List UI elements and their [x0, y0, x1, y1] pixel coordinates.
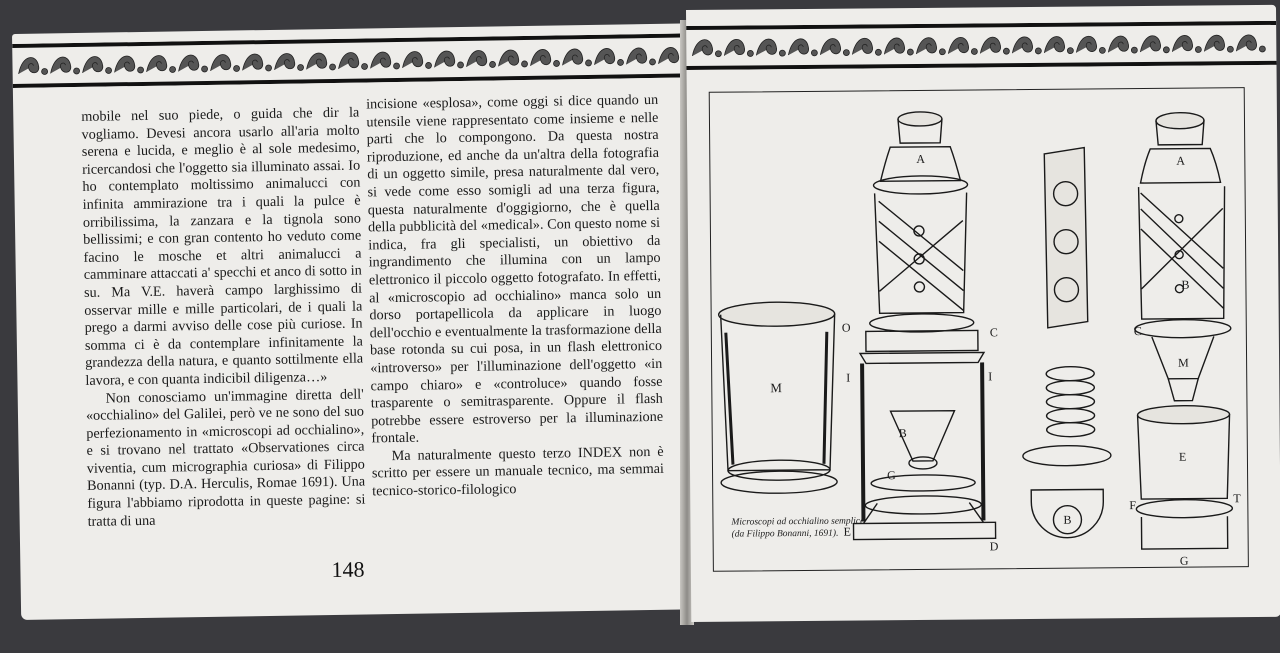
label-i: I	[988, 369, 993, 384]
jar-m	[719, 302, 838, 494]
ornament-dot	[521, 61, 527, 67]
label-c: C	[989, 325, 998, 340]
left-page	[12, 23, 697, 620]
label-i: I	[846, 370, 851, 385]
lens-plate	[1044, 148, 1088, 328]
ornament-dot	[1035, 48, 1041, 54]
label-o: O	[841, 320, 851, 335]
caption-line: Microscopi ad occhialino semplice	[731, 516, 865, 528]
ornament-dot	[811, 50, 817, 56]
ornament-dot	[74, 68, 80, 74]
ornament-dot	[298, 64, 304, 70]
paragraph: mobile nel suo piede, o guida che dir la vogliamo. Devesi ancora usarlo all'aria molto serena e lucida, e meglio è al sole medesimo, ricercandosi che l'oggetto sia illuminato assai. Io ho contemplato moltissimo animalucci con infinita ammirazione tra i quali la pulce è orribilissima, la zanzara e la tignola sono bellissimi; e con gran contento ho veduto come facino le mosche et altri animalucci a camminare attaccati a' specchi et anco di sotto in su. Ma V.E. haverà campo larghissimo di osservar mille e mille particolari, de i quali la prego a darmi avviso delle cose più curiose. In somma ci è da contemplare infinitamente la grandezza della natura, e quanto sottilmente ella lavora, e con quanta indicibil diligenza…»	[81, 104, 364, 389]
ornament-dot	[939, 49, 945, 55]
ornament-scroll	[658, 47, 679, 64]
ornament-dot	[330, 64, 336, 70]
ornament-dot	[715, 51, 721, 57]
ornament-scroll	[852, 38, 872, 54]
ornament-scroll	[114, 56, 135, 73]
label-e: E	[843, 524, 851, 539]
label-b: B	[1063, 512, 1072, 527]
label-m: M	[770, 380, 782, 396]
ornament-dot	[649, 59, 655, 65]
label-f: F	[1129, 498, 1137, 513]
ornament-dot	[394, 63, 400, 69]
ornament-scroll	[1140, 36, 1160, 52]
ornament-dot	[202, 66, 208, 72]
ornament-scroll	[1204, 35, 1224, 51]
engraving-figure	[709, 87, 1249, 572]
ornament-dot	[1195, 47, 1201, 53]
ornament-dot	[489, 61, 495, 67]
ornamental-border-right	[686, 21, 1276, 70]
label-m: M	[1178, 355, 1189, 370]
ornament-scroll	[626, 48, 647, 65]
ornament-scroll	[498, 50, 519, 67]
ornament-dot	[234, 65, 240, 71]
ornament-scroll	[178, 55, 199, 72]
ornament-scroll	[756, 39, 776, 55]
label-g: G	[887, 468, 896, 483]
ornament-dot	[553, 60, 559, 66]
ornament-dot	[457, 62, 463, 68]
text-column-2	[366, 92, 664, 501]
ornament-scroll	[242, 54, 263, 71]
ornament-dot	[907, 49, 913, 55]
label-t: T	[1233, 491, 1241, 506]
caption-line: (da Filippo Bonanni, 1691).	[731, 528, 839, 540]
ornament-scroll	[1012, 37, 1032, 53]
ornament-dot	[42, 68, 48, 74]
ornament-dot	[747, 50, 753, 56]
ornament-scroll	[146, 55, 167, 72]
right-page	[686, 5, 1280, 622]
ornament-scroll	[692, 40, 712, 56]
ornament-scroll	[402, 51, 423, 68]
ornament-dot	[1067, 48, 1073, 54]
figure-caption	[731, 515, 864, 540]
ornamental-border-left	[12, 33, 689, 88]
ornament-scroll	[788, 39, 808, 55]
ornament-dot	[1259, 46, 1265, 52]
ornament-dot	[1163, 47, 1169, 53]
ornament-scroll	[18, 57, 39, 74]
ornament-scroll	[916, 38, 936, 54]
ornament-dot	[425, 62, 431, 68]
ornament-scroll	[594, 48, 615, 65]
ornament-dot	[971, 48, 977, 54]
ornament-scroll	[884, 38, 904, 54]
ornament-scroll	[1044, 37, 1064, 53]
ornament-dot	[138, 67, 144, 73]
ornament-scroll	[1172, 35, 1192, 51]
page-number: 148	[331, 556, 365, 583]
ornament-scroll	[434, 51, 455, 68]
ornament-scroll	[370, 52, 391, 69]
ornament-dot	[843, 50, 849, 56]
label-b: B	[1181, 277, 1190, 292]
text-column-1	[81, 105, 366, 532]
ornament-dot	[170, 66, 176, 72]
ornament-scroll	[562, 49, 583, 66]
ornament-scroll	[82, 56, 103, 73]
paragraph: incisione «esplosa», come oggi si dice quando un utensile viene rappresentato come insieme e nelle parti che lo compongono. Da questa nostra riproduzione, ed anche da un'altra della fotografia di un oggetto simile, presa naturalmente dal vero, si vede come esso somigli ad una terza figura, questa naturalmente d'oggigiorno, che è quella della pubblicità del «medical». Con questo nome si indica, fra gli specialisti, un obiettivo da ingrandimento che illumina con un lampo elettronico il piccolo oggetto fotografato. In effetti, al «microscopio ad occhialino» manca solo un dorso portapellicola da applicare in luogo dell'occhio e eventualmente la trasformazione della base rotonda su cui posa, in un flash elettronico «introverso» per l'illuminazione dell'oggetto «in campo chiaro» e «controluce» quando fosse trasparente o semitrasparente. Oppure il flash potrebbe essere estroverso per la illuminazione frontale.	[366, 91, 664, 447]
ornament-dot	[779, 50, 785, 56]
label-d: D	[989, 539, 999, 554]
ornament-scroll	[50, 57, 71, 74]
label-g: G	[1179, 553, 1189, 568]
ornament-dot	[266, 65, 272, 71]
microscope-assembled	[850, 111, 996, 539]
microscope-engraving	[710, 88, 1248, 571]
label-c: C	[1133, 324, 1142, 339]
ornament-scroll	[210, 54, 231, 71]
label-e: E	[1178, 449, 1187, 464]
ornament-scroll	[338, 52, 359, 69]
ornament-scroll	[1108, 36, 1128, 52]
label-a: A	[916, 151, 926, 166]
ornament-dot	[106, 67, 112, 73]
ornament-dot	[1099, 47, 1105, 53]
ornament-scroll	[466, 50, 487, 67]
ornament-dot	[1131, 47, 1137, 53]
ornament-scroll	[306, 53, 327, 70]
ornament-dot	[585, 60, 591, 66]
ornament-scroll	[1076, 36, 1096, 52]
ornament-dot	[1003, 48, 1009, 54]
ornament-dot	[875, 49, 881, 55]
ornament-scroll	[724, 39, 744, 55]
ornament-scroll	[274, 53, 295, 70]
paragraph: Ma naturalmente questo terzo INDEX non è scritto per essere un manuale tecnico, ma semmai tecnico-storico-filologico	[371, 443, 665, 500]
ornament-scroll	[820, 38, 840, 54]
ornament-dot	[362, 63, 368, 69]
label-b: B	[898, 426, 907, 441]
ornament-scroll	[1236, 35, 1256, 51]
ornament-scroll	[530, 49, 551, 66]
microscope-exploded	[1133, 112, 1233, 549]
ornament-scroll	[980, 37, 1000, 53]
ornament-dot	[617, 59, 623, 65]
label-a: A	[1176, 153, 1186, 168]
ornament-dot	[1227, 46, 1233, 52]
paragraph: Non conosciamo un'immagine diretta dell' «occhialino» del Galilei, però ve ne sono del suo perfezionamento in «microscopi ad occhialino», e si trovano nel trattato «Observationes circa viventia, cum micrographia curiosa» di Filippo Bonanni (typ. D.A. Herculis, Romae 1691). Una figura l'abbiamo riprodotta in queste pagine: si tratta di una	[85, 386, 366, 530]
ornament-scroll	[948, 37, 968, 53]
